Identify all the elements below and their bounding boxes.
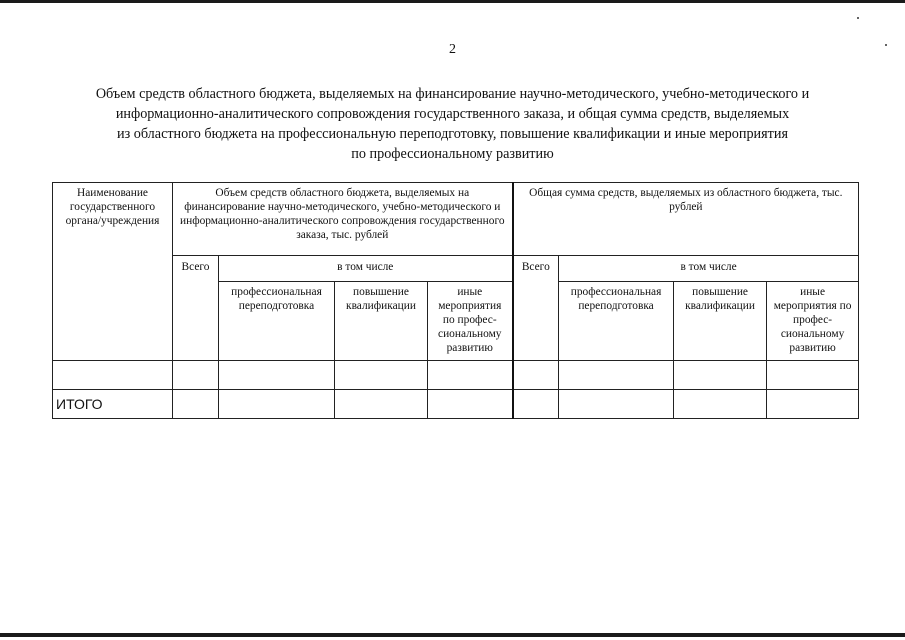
header-group-methodical-funding: Объем средств областного бюджета, выделяемых на финансирование научно-методического, учебно-методического и информационно-аналитического сопровождения государственного заказа, тыс. рублей — [173, 183, 513, 256]
table-cell — [674, 390, 767, 419]
header-retraining-2: профессиональная переподготовка — [559, 282, 674, 361]
header-qualification-2: повышение квалификации — [674, 282, 767, 361]
header-total-2: Всего — [513, 256, 559, 361]
title-line-4: по профессиональному развитию — [351, 146, 554, 162]
table-cell — [53, 361, 173, 390]
title-line-1: Объем средств областного бюджета, выделяемых на финансирование научно-методического, учебно-методического и — [95, 86, 810, 102]
table-cell — [559, 361, 674, 390]
header-other-1: иные мероприятия по профес-сиональному развитию — [428, 282, 513, 361]
header-other-2: иные мероприятия по профес-сиональному развитию — [767, 282, 859, 361]
table-cell — [219, 390, 335, 419]
document-title — [60, 84, 845, 164]
table-cell — [513, 361, 559, 390]
header-org-name: Наименование государственного органа/учреждения — [53, 183, 173, 361]
table-cell — [767, 361, 859, 390]
page-number: 2 — [449, 42, 456, 57]
table-cell — [513, 390, 559, 419]
header-including-2: в том числе — [559, 256, 859, 282]
budget-table — [52, 182, 859, 419]
table-cell — [335, 361, 428, 390]
header-total-1: Всего — [173, 256, 219, 361]
bottom-border-line — [0, 633, 905, 637]
top-border-line — [0, 0, 905, 3]
table-cell — [173, 390, 219, 419]
table-subheader-row — [53, 256, 859, 282]
table-row — [53, 361, 859, 390]
scan-speck — [857, 17, 859, 19]
table-cell — [674, 361, 767, 390]
table-cell — [559, 390, 674, 419]
header-group-total-funding: Общая сумма средств, выделяемых из областного бюджета, тыс. рублей — [513, 183, 859, 256]
table-cell — [767, 390, 859, 419]
title-line-3: из областного бюджета на профессиональную переподготовку, повышение квалификации и иные мероприятия — [116, 126, 788, 142]
header-retraining-1: профессиональная переподготовка — [219, 282, 335, 361]
grand-total-label: ИТОГО — [53, 390, 173, 419]
header-qualification-1: повышение квалификации — [335, 282, 428, 361]
table-cell — [428, 390, 513, 419]
header-including-1: в том числе — [219, 256, 513, 282]
table-cell — [335, 390, 428, 419]
table-header-row — [53, 183, 859, 256]
table-cell — [219, 361, 335, 390]
table-cell — [428, 361, 513, 390]
table-total-row — [53, 390, 859, 419]
title-line-2: информационно-аналитического сопровождения государственного заказа, и общая сумма средств, выделяемых — [115, 106, 790, 122]
table-cell — [173, 361, 219, 390]
